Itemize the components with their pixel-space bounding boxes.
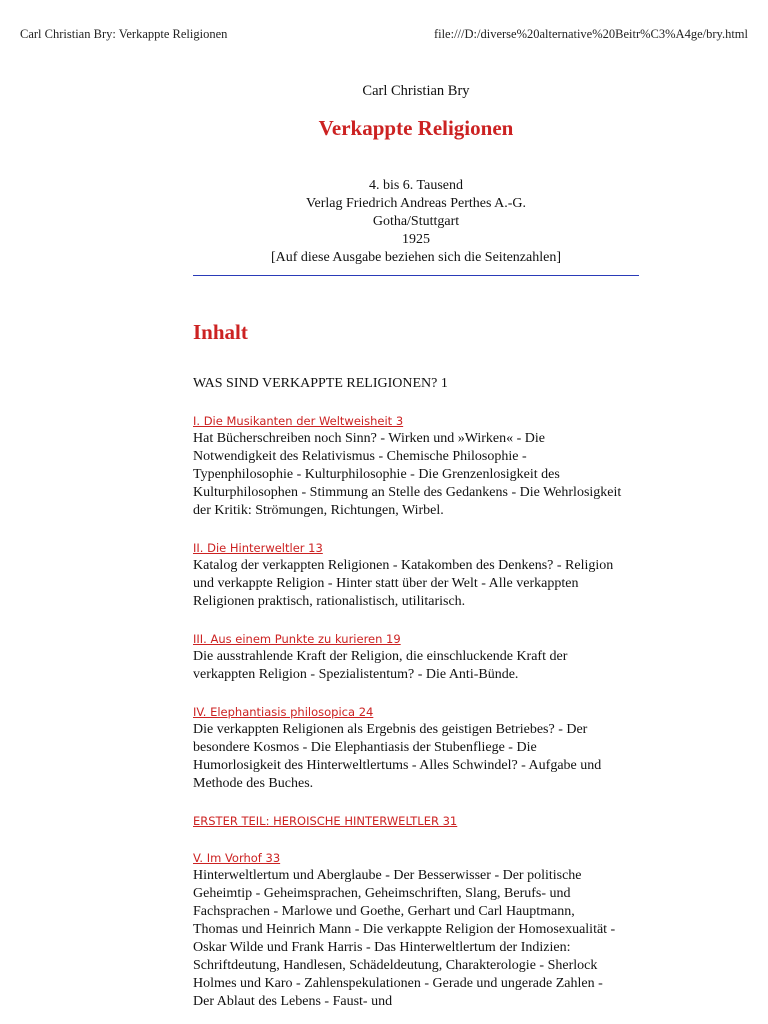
print-url: file:///D:/diverse%20alternative%20Beitr%C3%A4ge/bry.html <box>433 27 748 41</box>
chapter-summary: Hinterweltlertum und Aberglaube - Der Besserwisser - Der politische Geheimtip - Geheimsprachen, Geheimschriften, Slang, Berufs- und Fachsprachen - Marlowe und Goethe, Gerhart und Carl Hauptmann, Thomas und Heinrich Mann - Die verkappte Religion der Homosexualität - Oskar Wilde und Frank Harris - Das Hinterweltlertum der Indizien: Schriftdeutung, Handlesen, Schädeldeutung, Charakterologie - Sherlock Holmes und Karo - Zahlenspekulationen - Gerade und ungerade Zahlen - Der Ablaut des Lebens - Faust- und <box>193 868 616 1009</box>
book-imprint <box>193 177 639 267</box>
table-of-contents <box>193 319 643 1011</box>
toc-intro: WAS SIND VERKAPPTE RELIGIONEN? 1 <box>193 376 448 391</box>
book-title: Verkappte Religionen <box>318 116 514 140</box>
book-author: Carl Christian Bry <box>362 83 470 99</box>
print-page-title: Carl Christian Bry: Verkappte Religionen <box>20 27 228 41</box>
horizontal-rule <box>193 275 639 276</box>
chapter-link[interactable]: IV. Elephantiasis philosopica 24 <box>193 705 374 719</box>
book-year: 1925 <box>402 232 430 247</box>
toc-chapter <box>193 412 643 520</box>
toc-chapter <box>193 630 643 684</box>
toc-heading: Inhalt <box>193 320 248 344</box>
chapter-link[interactable]: V. Im Vorhof 33 <box>193 851 281 865</box>
chapter-summary: Die verkappten Religionen als Ergebnis des geistigen Betriebes? - Der besondere Kosmos - Die Elephantiasis der Stubenfliege - Die Humorlosigkeit des Hinterweltlertums - Alles Schwindel? - Aufgabe und Methode des Buches. <box>193 722 602 791</box>
part-link[interactable]: ERSTER TEIL: HEROISCHE HINTERWELTLER 31 <box>193 814 458 828</box>
book-place: Gotha/Stuttgart <box>372 214 460 229</box>
book-page-note: [Auf diese Ausgabe beziehen sich die Seitenzahlen] <box>270 250 561 265</box>
toc-part <box>193 812 643 830</box>
toc-chapter <box>193 849 643 1011</box>
toc-chapter <box>193 703 643 793</box>
toc-chapter <box>193 539 643 611</box>
book-edition: 4. bis 6. Tausend <box>368 178 464 193</box>
chapter-link[interactable]: III. Aus einem Punkte zu kurieren 19 <box>193 632 401 646</box>
chapter-summary: Die ausstrahlende Kraft der Religion, die einschluckende Kraft der verkappten Religion - Spezialistentum? - Die Anti-Bünde. <box>193 649 568 682</box>
chapter-link[interactable]: II. Die Hinterweltler 13 <box>193 541 323 555</box>
chapter-link[interactable]: I. Die Musikanten der Weltweisheit 3 <box>193 414 404 428</box>
book-publisher: Verlag Friedrich Andreas Perthes A.-G. <box>305 196 527 211</box>
chapter-summary: Hat Bücherschreiben noch Sinn? - Wirken und »Wirken« - Die Notwendigkeit des Relativismus - Chemische Philosophie - Typenphilosophie - Kulturphilosophie - Die Grenzenlosigkeit des Kulturphilosophen - Stimmung an Stelle des Gedankens - Die Wehrlosigkeit der Kritik: Strömungen, Richtungen, Wirbel. <box>193 431 622 518</box>
chapter-summary: Katalog der verkappten Religionen - Katakomben des Denkens? - Religion und verkappte Religion - Hinter statt über der Welt - Alle verkappten Religionen praktisch, rationalistisch, utilitarisch. <box>193 558 614 609</box>
